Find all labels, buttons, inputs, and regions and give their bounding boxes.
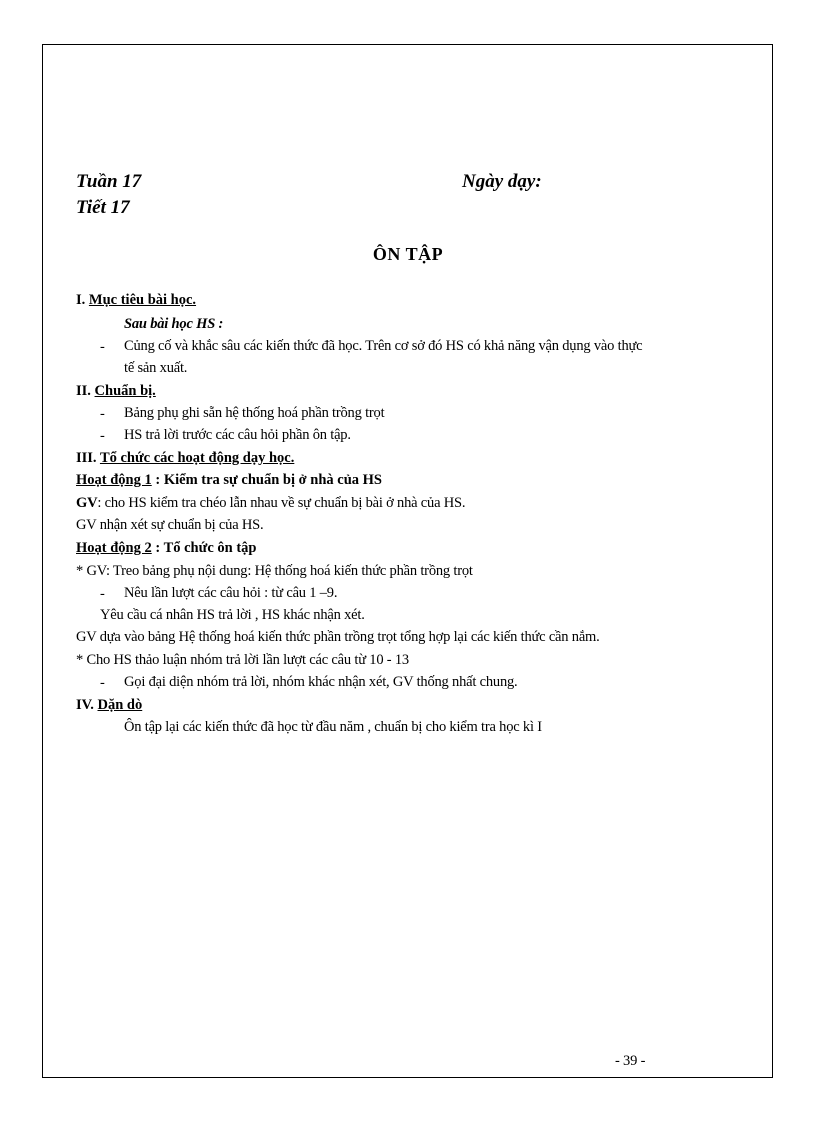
- section-1-number: I.: [76, 292, 86, 308]
- section-2-title: Chuẩn bị.: [94, 383, 156, 399]
- bullet-dash: -: [100, 586, 105, 602]
- section-3-title: Tổ chức các hoạt động dạy học.: [99, 450, 295, 466]
- activity-1-label: Hoạt động 1: [76, 472, 152, 488]
- section-4-heading: [76, 697, 142, 714]
- activity-2-line-2: Yêu cầu cá nhân HS trả lời , HS khác nhận xét.: [100, 607, 365, 623]
- section-4-line-1: Ôn tập lại các kiến thức đã học từ đầu năm , chuẩn bị cho kiểm tra học kì I: [124, 719, 542, 735]
- section-2-heading: [76, 383, 156, 400]
- activity-2-line-3: GV dựa vào bảng Hệ thống hoá kiến thức phần trồng trọt tổng hợp lại các kiến thức cần nắm.: [76, 629, 600, 645]
- section-2-bullet-2: HS trả lời trước các câu hỏi phần ôn tập.: [124, 427, 351, 443]
- bullet-dash: -: [100, 406, 105, 422]
- activity-2-line-1: * GV: Treo bảng phụ nội dung: Hệ thống hoá kiến thức phần trồng trọt: [76, 563, 473, 579]
- bullet-dash: -: [100, 675, 105, 691]
- section-4-title: Dặn dò: [97, 697, 143, 713]
- section-1-heading: [76, 292, 196, 309]
- activity-2-bullet-1: Nêu lần lượt các câu hỏi : từ câu 1 –9.: [124, 585, 338, 601]
- section-1-bullet-line-2: tế sản xuất.: [124, 360, 188, 376]
- activity-1-heading: [76, 472, 382, 489]
- activity-2-bullet-2: Gọi đại diện nhóm trả lời, nhóm khác nhận xét, GV thống nhất chung.: [124, 674, 518, 690]
- section-4-number: IV.: [76, 697, 94, 713]
- page-number: - 39 -: [615, 1053, 646, 1069]
- section-1-bullet-line-1: Củng cố và khắc sâu các kiến thức đã học. Trên cơ sở đó HS có khả năng vận dụng vào thực: [124, 338, 643, 354]
- date-label: Ngày dạy:: [462, 171, 542, 192]
- activity-2-title: : Tổ chức ôn tập: [151, 540, 257, 556]
- activity-1-line-2: GV nhận xét sự chuẩn bị của HS.: [76, 517, 264, 533]
- page-border: [42, 44, 773, 1078]
- section-2-bullet-1: Bảng phụ ghi sẵn hệ thống hoá phần trồng trọt: [124, 405, 385, 421]
- bullet-dash: -: [100, 428, 105, 444]
- bullet-dash: -: [100, 339, 105, 355]
- week-label: Tuần 17: [76, 171, 142, 192]
- section-3-number: III.: [76, 450, 97, 466]
- section-1-title: Mục tiêu bài học.: [88, 292, 197, 308]
- section-1-subheading: Sau bài học HS :: [124, 316, 224, 332]
- activity-2-heading: [76, 540, 256, 557]
- activity-2-line-4: * Cho HS thảo luận nhóm trả lời lần lượt các câu từ 10 - 13: [76, 652, 409, 668]
- gv-prefix: GV: [76, 495, 98, 511]
- activity-1-line-1-text: : cho HS kiểm tra chéo lẫn nhau về sự chuẩn bị bài ở nhà của HS.: [97, 495, 466, 511]
- section-2-number: II.: [76, 383, 91, 399]
- activity-2-label: Hoạt động 2: [76, 540, 152, 556]
- section-3-heading: [76, 450, 294, 467]
- activity-1-line-1: [76, 495, 465, 512]
- activity-1-title: : Kiểm tra sự chuẩn bị ở nhà của HS: [151, 472, 382, 488]
- page-title: ÔN TẬP: [372, 244, 444, 264]
- period-label: Tiết 17: [76, 197, 130, 218]
